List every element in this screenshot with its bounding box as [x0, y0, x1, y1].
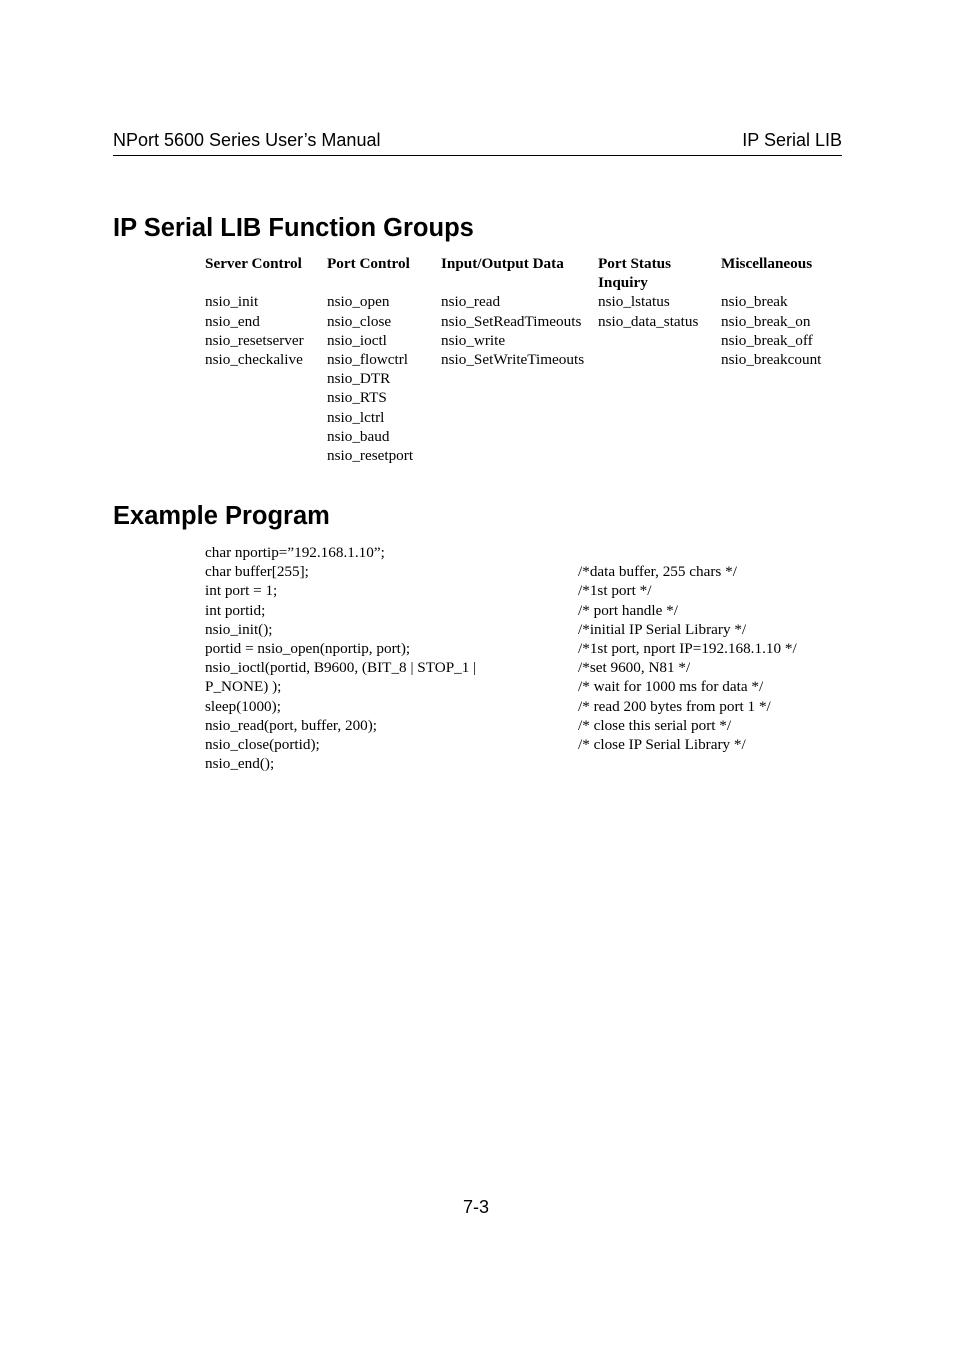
code-line	[205, 581, 845, 600]
code-line	[205, 697, 845, 716]
code-line	[205, 754, 845, 773]
group-column-server-control	[205, 254, 304, 369]
code-comment: /*initial IP Serial Library */	[578, 620, 747, 638]
function-item: nsio_close	[327, 312, 392, 330]
code-line	[205, 716, 845, 735]
function-item: nsio_ioctl	[327, 331, 387, 349]
code-statement: int portid;	[205, 601, 266, 619]
group-column-port-status-inquiry	[598, 254, 698, 331]
example-program-heading: Example Program	[113, 502, 330, 530]
function-item: nsio_break	[721, 293, 788, 311]
function-item: nsio_flowctrl	[327, 350, 408, 368]
group-heading-line: Inquiry	[598, 274, 648, 292]
function-groups-heading: IP Serial LIB Function Groups	[113, 214, 474, 242]
group-heading: Port Control	[327, 255, 410, 272]
function-item: nsio_resetserver	[205, 331, 304, 349]
code-statement: sleep(1000);	[205, 697, 281, 715]
group-heading: Miscellaneous	[721, 255, 813, 272]
chapter-title: IP Serial LIB	[742, 130, 842, 150]
code-statement: nsio_ioctl(portid, B9600, (BIT_8 | STOP_1 |	[205, 659, 477, 677]
code-comment: /* wait for 1000 ms for data */	[578, 678, 764, 696]
code-comment: /* close IP Serial Library */	[578, 735, 746, 753]
code-comment: /* port handle */	[578, 601, 678, 619]
function-item: nsio_end	[205, 312, 260, 330]
example-code-block	[205, 543, 845, 773]
group-heading: Server Control	[205, 255, 302, 272]
function-item: nsio_lstatus	[598, 293, 670, 311]
group-heading-line: Port Status	[598, 255, 671, 272]
group-heading: Input/Output Data	[441, 255, 564, 272]
code-statement: nsio_init();	[205, 620, 273, 638]
function-item: nsio_SetReadTimeouts	[441, 312, 582, 330]
function-item: nsio_SetWriteTimeouts	[441, 350, 585, 368]
code-comment: /*1st port, nport IP=192.168.1.10 */	[578, 639, 797, 657]
code-line	[205, 601, 845, 620]
function-item: nsio_read	[441, 293, 501, 311]
function-item: nsio_breakcount	[721, 350, 822, 368]
function-item: nsio_open	[327, 293, 390, 311]
function-item: nsio_lctrl	[327, 408, 385, 426]
code-comment: /* close this serial port */	[578, 716, 732, 734]
code-line	[205, 677, 845, 696]
group-column-miscellaneous	[721, 254, 821, 369]
function-item: nsio_init	[205, 293, 259, 311]
code-statement: nsio_close(portid);	[205, 735, 320, 753]
function-item: nsio_break_on	[721, 312, 811, 330]
code-line	[205, 620, 845, 639]
manual-title: NPort 5600 Series User’s Manual	[113, 130, 381, 150]
code-line	[205, 735, 845, 754]
code-statement: char buffer[255];	[205, 563, 309, 581]
function-item: nsio_write	[441, 331, 506, 349]
code-statement: int port = 1;	[205, 582, 278, 600]
code-line	[205, 639, 845, 658]
function-item: nsio_RTS	[327, 389, 387, 407]
group-column-port-control	[327, 254, 413, 465]
code-statement: P_NONE) );	[205, 678, 282, 696]
code-line	[205, 562, 845, 581]
function-item: nsio_data_status	[598, 312, 699, 330]
group-column-input-output-data	[441, 254, 584, 369]
code-comment: /*set 9600, N81 */	[578, 659, 691, 677]
group-heading	[598, 254, 698, 292]
code-statement: char nportip=”192.168.1.10”;	[205, 544, 385, 561]
function-item: nsio_break_off	[721, 331, 813, 349]
code-comment: /* read 200 bytes from port 1 */	[578, 697, 771, 715]
code-comment: /*data buffer, 255 chars */	[578, 563, 737, 581]
page-number: 7-3	[463, 1197, 490, 1217]
function-item: nsio_resetport	[327, 446, 414, 464]
code-line	[205, 543, 845, 562]
code-statement: nsio_read(port, buffer, 200);	[205, 716, 378, 734]
function-item: nsio_DTR	[327, 370, 391, 388]
code-statement: portid = nsio_open(nportip, port);	[205, 639, 411, 657]
code-statement: nsio_end();	[205, 755, 275, 773]
function-item: nsio_baud	[327, 427, 390, 445]
code-comment: /*1st port */	[578, 582, 652, 600]
function-item: nsio_checkalive	[205, 350, 303, 368]
page-header	[113, 129, 842, 156]
code-line	[205, 658, 845, 677]
